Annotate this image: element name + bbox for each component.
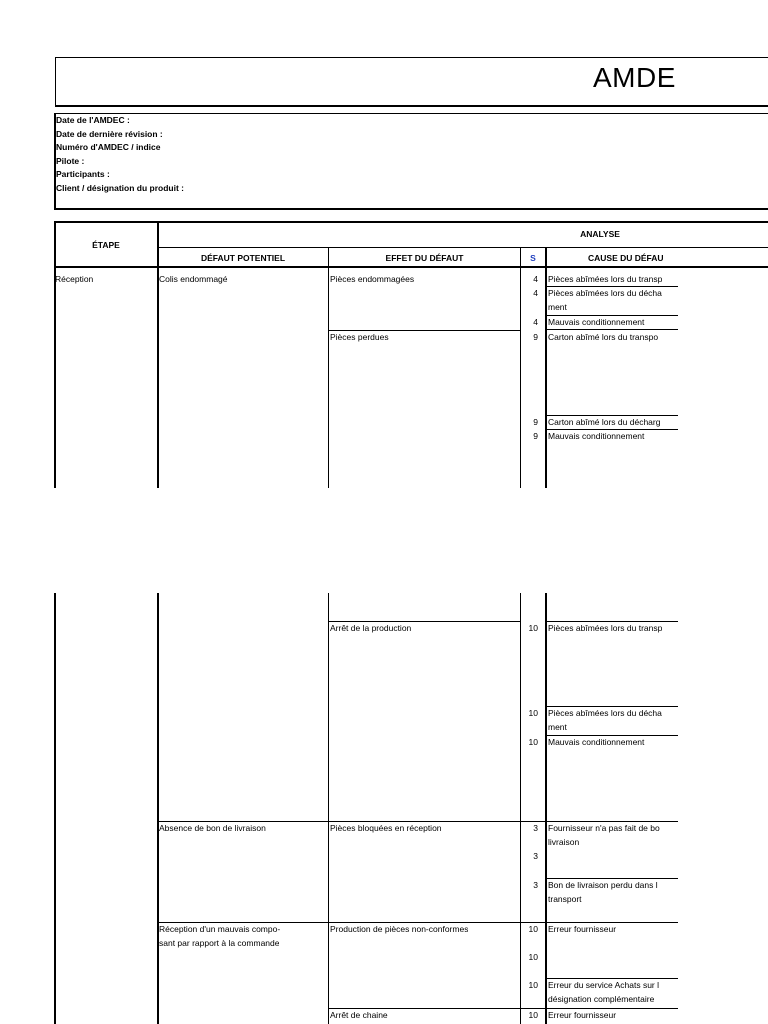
- s-value: 9: [533, 417, 538, 427]
- s-value: 3: [533, 880, 538, 890]
- col-divider-defaut: [328, 248, 329, 488]
- title-box-left: [55, 57, 56, 107]
- meta-participants: Participants :: [56, 169, 110, 179]
- defaut-mauvais-composant-l1: Réception d'un mauvais compo-: [159, 924, 281, 934]
- etape-reception: Réception: [55, 274, 94, 284]
- effet-arret-chaine: Arrêt de chaine: [330, 1010, 388, 1020]
- s-value: 3: [533, 851, 538, 861]
- cause-text-cont: ment: [548, 302, 567, 312]
- effet-pieces-endommagees: Pièces endommagées: [330, 274, 415, 284]
- meta-date-revision: Date de dernière révision :: [56, 128, 163, 139]
- effet-pieces-perdues: Pièces perdues: [330, 332, 389, 342]
- meta-client: Client / désignation du produit :: [56, 183, 184, 193]
- effet-arret-production: Arrêt de la production: [330, 623, 412, 633]
- col-divider-effet: [520, 248, 521, 488]
- meta-bottom-line: [54, 208, 768, 210]
- s-value: 4: [533, 317, 538, 327]
- s-value: 10: [528, 708, 538, 718]
- header-etape: ÉTAPE: [92, 240, 120, 250]
- title-box-top: [55, 57, 768, 58]
- cause-text: Erreur fournisseur: [548, 924, 617, 934]
- cause-text: Pièces abîmées lors du décha: [548, 708, 662, 718]
- cause-text: Pièces abîmées lors du transp: [548, 274, 663, 284]
- cause-text: Erreur du service Achats sur l: [548, 980, 660, 990]
- effet-pieces-non-conformes: Production de pièces non-conformes: [330, 924, 469, 934]
- p2-left-border: [54, 593, 56, 1024]
- s-value: 4: [533, 288, 538, 298]
- cause-text-cont: ment: [548, 722, 567, 732]
- p2-col-divider-s: [545, 593, 547, 1024]
- cause-text: Fournisseur n'a pas fait de bo: [548, 823, 660, 833]
- meta-top-line: [55, 113, 768, 114]
- s-value: 4: [533, 274, 538, 284]
- p2-col-divider-etape: [157, 593, 159, 1024]
- cause-text: Mauvais conditionnement: [548, 737, 645, 747]
- s-value: 10: [528, 980, 538, 990]
- table-subheader-line: [158, 247, 768, 248]
- s-value: 9: [533, 431, 538, 441]
- cause-text-cont: désignation complémentaire: [548, 994, 655, 1004]
- header-cause-defaut: CAUSE DU DÉFAU: [588, 253, 664, 263]
- table-header-top: [54, 221, 768, 223]
- header-analyse: ANALYSE: [580, 229, 620, 239]
- meta-pilote: Pilote :: [56, 155, 85, 166]
- cause-text: Pièces abîmées lors du décha: [548, 288, 662, 298]
- header-effet-defaut: EFFET DU DÉFAUT: [385, 253, 464, 263]
- cause-text: Carton abîmé lors du transpo: [548, 332, 659, 342]
- header-severite: S: [530, 253, 536, 263]
- cause-text: Mauvais conditionnement: [548, 431, 645, 441]
- p2-col-divider-defaut: [328, 593, 329, 1024]
- cause-text: Carton abîmé lors du décharg: [548, 417, 661, 427]
- s-value: 10: [528, 924, 538, 934]
- cause-text: Erreur fournisseur: [548, 1010, 617, 1020]
- title-box-bottom: [55, 105, 768, 107]
- table-header-bottom: [54, 266, 768, 268]
- s-value: 10: [528, 737, 538, 747]
- s-value: 10: [528, 623, 538, 633]
- col-divider-s: [545, 248, 547, 488]
- s-value: 3: [533, 823, 538, 833]
- s-value: 10: [528, 952, 538, 962]
- cause-text: Pièces abîmées lors du transp: [548, 623, 663, 633]
- cause-text-cont: livraison: [548, 837, 580, 847]
- p2-col-divider-effet: [520, 593, 521, 1024]
- effet-pieces-bloquees: Pièces bloquées en réception: [330, 823, 442, 833]
- defaut-colis-endommage: Colis endommagé: [159, 274, 228, 284]
- cause-text: Mauvais conditionnement: [548, 317, 645, 327]
- s-value: 10: [528, 1010, 538, 1020]
- defaut-absence-bl: Absence de bon de livraison: [159, 823, 266, 833]
- s-value: 9: [533, 332, 538, 342]
- meta-date-amdec: Date de l'AMDEC :: [56, 115, 130, 125]
- cause-text: Bon de livraison perdu dans l: [548, 880, 658, 890]
- cause-text-cont: transport: [548, 894, 582, 904]
- document-title: AMDE: [593, 62, 676, 93]
- defaut-mauvais-composant-l2: sant par rapport à la commande: [159, 938, 280, 948]
- header-defaut-potentiel: DÉFAUT POTENTIEL: [200, 253, 286, 263]
- table-left-border: [54, 221, 56, 488]
- meta-numero-amdec: Numéro d'AMDEC / indice: [56, 142, 161, 152]
